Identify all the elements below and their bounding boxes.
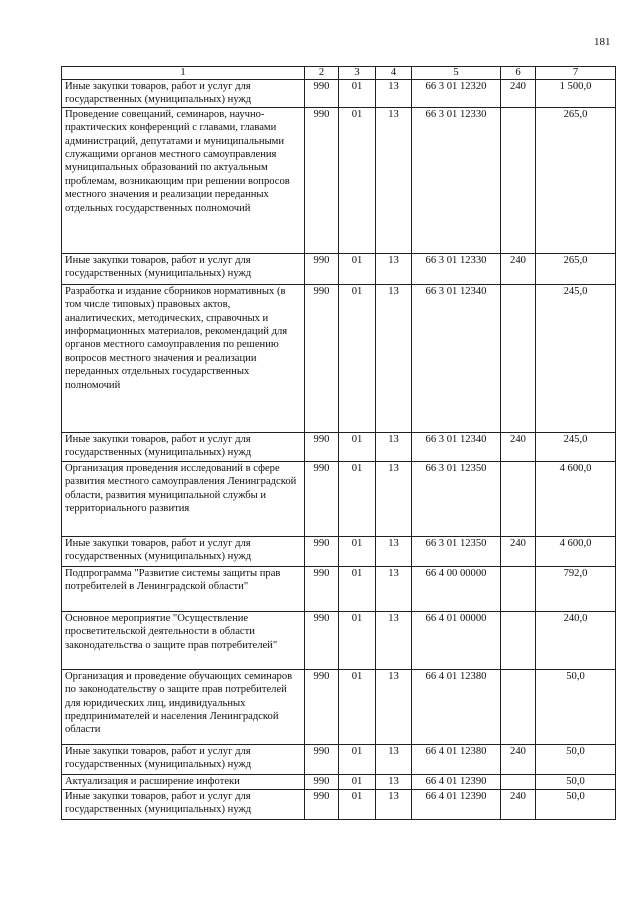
row-target-article: 66 3 01 12330: [412, 107, 501, 253]
row-amount: 4 600,0: [536, 536, 616, 566]
column-header-1: 1: [62, 67, 305, 80]
row-subsection-code: 13: [376, 253, 412, 284]
row-target-article: 66 4 01 12390: [412, 789, 501, 819]
column-header-2: 2: [305, 67, 339, 80]
row-ministry-code: 990: [305, 789, 339, 819]
table-row: [62, 536, 616, 566]
row-target-article: 66 4 01 12380: [412, 744, 501, 774]
row-description: Разработка и издание сборников нормативных (в том числе типовых) правовых актов, аналитических, методических, справочных и информационных материалов, рекомендаций для органов местного самоуправления по решению вопросов местного значения и реализации переданных отдельных государственных полномочий: [62, 284, 305, 432]
page-number: 181: [594, 36, 611, 48]
row-section-code: 01: [339, 80, 376, 108]
row-amount: 50,0: [536, 774, 616, 789]
row-ministry-code: 990: [305, 611, 339, 669]
row-subsection-code: 13: [376, 284, 412, 432]
row-subsection-code: 13: [376, 536, 412, 566]
row-subsection-code: 13: [376, 107, 412, 253]
row-amount: 265,0: [536, 253, 616, 284]
row-ministry-code: 990: [305, 566, 339, 611]
row-amount: 265,0: [536, 107, 616, 253]
row-target-article: 66 3 01 12340: [412, 432, 501, 461]
table-row: [62, 789, 616, 819]
row-ministry-code: 990: [305, 669, 339, 744]
row-section-code: 01: [339, 774, 376, 789]
row-target-article: 66 4 00 00000: [412, 566, 501, 611]
table-body: [62, 80, 616, 820]
row-description: Организация проведения исследований в сфере развития местного самоуправления Ленинградской области, развития муниципальной службы и территориального развития: [62, 461, 305, 536]
row-subsection-code: 13: [376, 774, 412, 789]
row-description: Проведение совещаний, семинаров, научно-практических конференций с главами, главами администраций, депутатами и муниципальными служащими органов местного самоуправления муниципальных образований по актуальным проблемам, возникающим при решении вопросов местного значения и реализации переданных отдельных государственных полномочий: [62, 107, 305, 253]
row-ministry-code: 990: [305, 253, 339, 284]
row-section-code: 01: [339, 432, 376, 461]
row-target-article: 66 3 01 12350: [412, 461, 501, 536]
row-subsection-code: 13: [376, 432, 412, 461]
row-amount: 4 600,0: [536, 461, 616, 536]
row-expense-type: 240: [501, 536, 536, 566]
table-row: [62, 80, 616, 108]
column-header-6: 6: [501, 67, 536, 80]
row-description: Иные закупки товаров, работ и услуг для государственных (муниципальных) нужд: [62, 253, 305, 284]
table-row: [62, 432, 616, 461]
row-subsection-code: 13: [376, 789, 412, 819]
row-description: Иные закупки товаров, работ и услуг для государственных (муниципальных) нужд: [62, 536, 305, 566]
row-section-code: 01: [339, 284, 376, 432]
row-ministry-code: 990: [305, 744, 339, 774]
row-target-article: 66 4 01 00000: [412, 611, 501, 669]
row-amount: 50,0: [536, 789, 616, 819]
row-section-code: 01: [339, 536, 376, 566]
row-amount: 245,0: [536, 284, 616, 432]
row-expense-type: [501, 284, 536, 432]
row-subsection-code: 13: [376, 566, 412, 611]
row-description: Иные закупки товаров, работ и услуг для государственных (муниципальных) нужд: [62, 744, 305, 774]
row-target-article: 66 4 01 12380: [412, 669, 501, 744]
row-target-article: 66 4 01 12390: [412, 774, 501, 789]
table-row: [62, 669, 616, 744]
row-expense-type: 240: [501, 789, 536, 819]
column-header-7: 7: [536, 67, 616, 80]
row-subsection-code: 13: [376, 461, 412, 536]
row-ministry-code: 990: [305, 461, 339, 536]
row-amount: 1 500,0: [536, 80, 616, 108]
row-expense-type: [501, 461, 536, 536]
row-amount: 245,0: [536, 432, 616, 461]
row-amount: 792,0: [536, 566, 616, 611]
row-expense-type: [501, 566, 536, 611]
row-ministry-code: 990: [305, 536, 339, 566]
row-description: Иные закупки товаров, работ и услуг для государственных (муниципальных) нужд: [62, 432, 305, 461]
row-target-article: 66 3 01 12320: [412, 80, 501, 108]
table-header-row: [62, 67, 616, 80]
budget-table: [61, 66, 616, 820]
row-subsection-code: 13: [376, 669, 412, 744]
row-section-code: 01: [339, 611, 376, 669]
row-section-code: 01: [339, 253, 376, 284]
row-ministry-code: 990: [305, 80, 339, 108]
table-row: [62, 744, 616, 774]
row-description: Актуализация и расширение инфотеки: [62, 774, 305, 789]
row-subsection-code: 13: [376, 611, 412, 669]
row-ministry-code: 990: [305, 284, 339, 432]
row-expense-type: 240: [501, 253, 536, 284]
row-expense-type: 240: [501, 432, 536, 461]
row-description: Иные закупки товаров, работ и услуг для государственных (муниципальных) нужд: [62, 80, 305, 108]
table-row: [62, 566, 616, 611]
row-expense-type: [501, 107, 536, 253]
row-description: Организация и проведение обучающих семинаров по законодательству о защите прав потребителей для юридических лиц, индивидуальных предпринимателей и населения Ленинградской области: [62, 669, 305, 744]
row-ministry-code: 990: [305, 432, 339, 461]
row-target-article: 66 3 01 12340: [412, 284, 501, 432]
table-row: [62, 253, 616, 284]
row-expense-type: [501, 774, 536, 789]
column-header-3: 3: [339, 67, 376, 80]
row-ministry-code: 990: [305, 107, 339, 253]
row-expense-type: 240: [501, 80, 536, 108]
row-section-code: 01: [339, 789, 376, 819]
row-description: Подпрограмма "Развитие системы защиты прав потребителей в Ленинградской области": [62, 566, 305, 611]
row-expense-type: [501, 611, 536, 669]
row-section-code: 01: [339, 107, 376, 253]
table-row: [62, 284, 616, 432]
row-section-code: 01: [339, 744, 376, 774]
row-section-code: 01: [339, 566, 376, 611]
row-description: Основное мероприятие "Осуществление просветительской деятельности в области законодательства о защите прав потребителей": [62, 611, 305, 669]
row-section-code: 01: [339, 669, 376, 744]
table-row: [62, 774, 616, 789]
row-target-article: 66 3 01 12350: [412, 536, 501, 566]
column-header-5: 5: [412, 67, 501, 80]
row-subsection-code: 13: [376, 80, 412, 108]
row-subsection-code: 13: [376, 744, 412, 774]
row-amount: 240,0: [536, 611, 616, 669]
column-header-4: 4: [376, 67, 412, 80]
row-expense-type: [501, 669, 536, 744]
row-amount: 50,0: [536, 744, 616, 774]
table-row: [62, 461, 616, 536]
row-target-article: 66 3 01 12330: [412, 253, 501, 284]
row-expense-type: 240: [501, 744, 536, 774]
row-ministry-code: 990: [305, 774, 339, 789]
table-row: [62, 107, 616, 253]
row-description: Иные закупки товаров, работ и услуг для государственных (муниципальных) нужд: [62, 789, 305, 819]
table-row: [62, 611, 616, 669]
row-section-code: 01: [339, 461, 376, 536]
row-amount: 50,0: [536, 669, 616, 744]
